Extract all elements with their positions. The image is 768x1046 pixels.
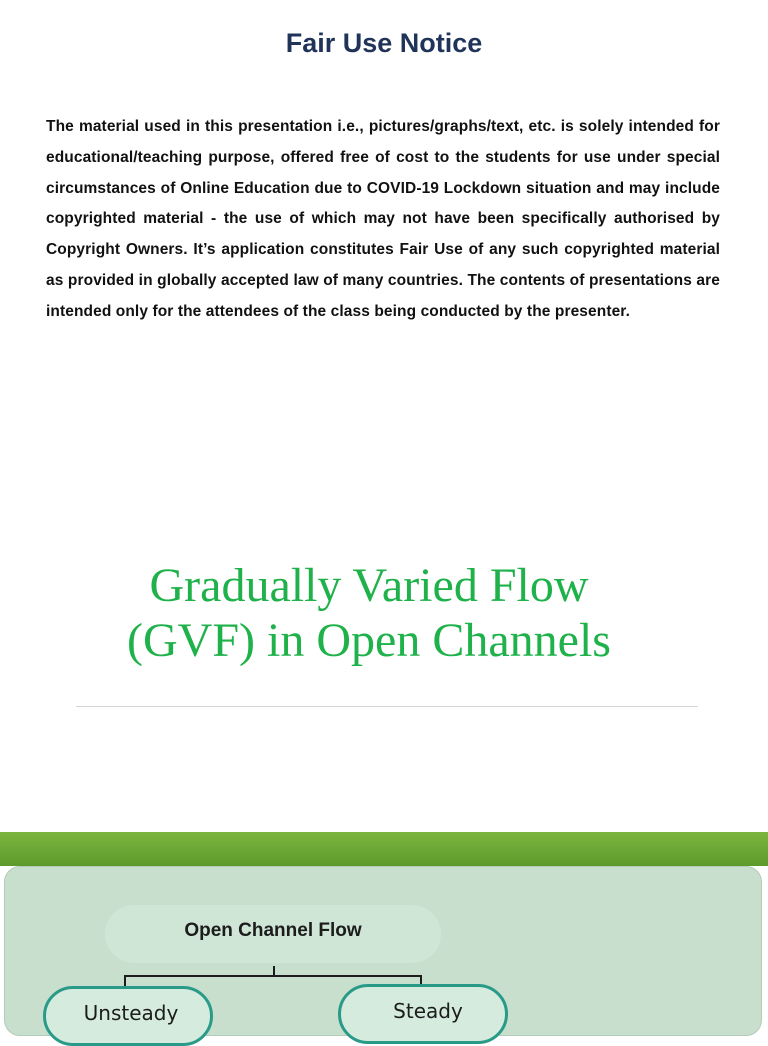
- steady-node-label: Steady: [393, 999, 463, 1023]
- root-node-label: Open Channel Flow: [184, 920, 362, 941]
- notice-title: Fair Use Notice: [285, 28, 483, 58]
- slide-header-band: [0, 832, 768, 866]
- slide-title-line-1: Gradually Varied Flow: [149, 559, 589, 612]
- slide-title-line-2: (GVF) in Open Channels: [127, 614, 611, 667]
- unsteady-node-label: Unsteady: [83, 1001, 179, 1025]
- notice-body: The material used in this presentation i.e., pictures/graphs/text, etc. is solely intended for educational/teaching purpose, offered free of cost to the students for use under special circumstances of Online Education due to COVID-19 Lockdown situation and may include copyrighted material - the use of which may not have been specifically authorised by Copyright Owners. It’s application constitutes Fair Use of any such copyrighted material as provided in globally accepted law of many countries. The contents of presentations are intended only for the attendees of the class being conducted by the presenter.: [46, 118, 720, 320]
- divider: [76, 706, 698, 707]
- slide-title: [0, 558, 738, 668]
- connector-horizontal: [124, 975, 422, 977]
